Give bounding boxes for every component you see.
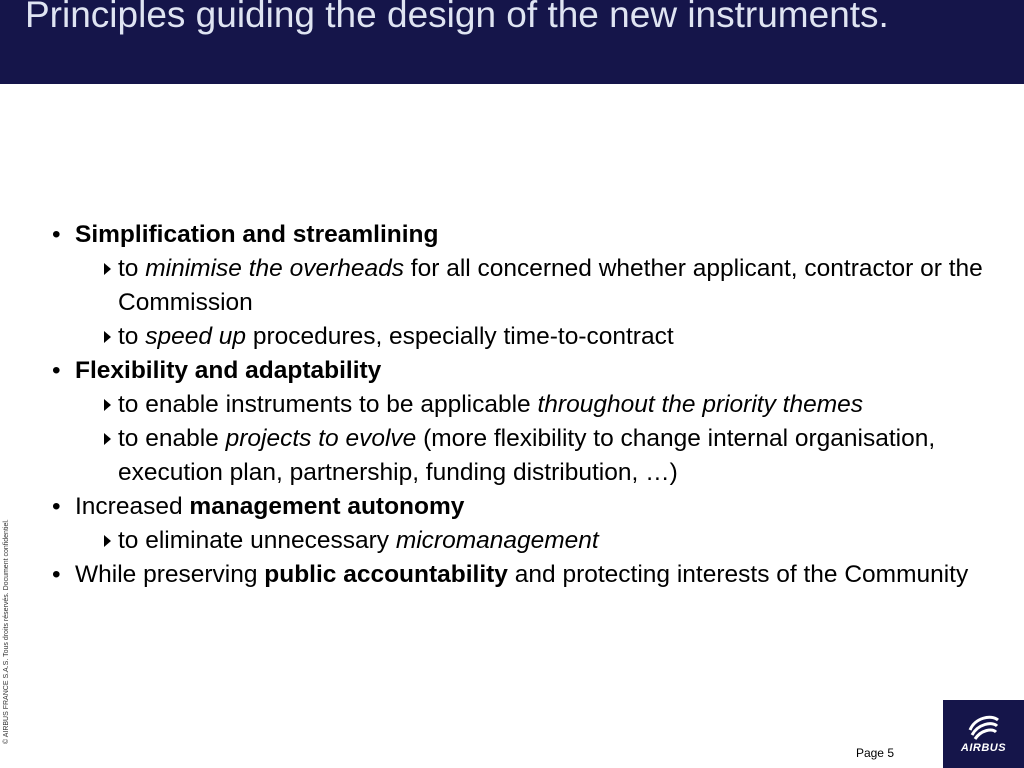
triangle-bullet-icon: [104, 399, 111, 411]
sub-bullet-text: to enable instruments to be applicable: [118, 391, 538, 418]
sub-bullet-text: speed up: [145, 323, 247, 350]
bullet-text: and protecting interests of the Community: [507, 561, 969, 588]
copyright-notice: © AIRBUS FRANCE S.A.S. Tous droits réservés. Document confidentiel.: [3, 519, 10, 744]
bullet-item: [52, 218, 992, 252]
sub-bullet-text: projects to evolve: [225, 425, 417, 452]
bullet-text: Increased: [75, 493, 190, 520]
bullet-text: management autonomy: [189, 493, 465, 520]
sub-bullet-text: to eliminate unnecessary: [118, 527, 396, 554]
slide-content: [52, 218, 992, 592]
sub-bullet-item: [52, 422, 992, 490]
sub-bullet-item: [52, 524, 992, 558]
bullet-text: public accountability: [264, 561, 508, 588]
sub-bullet-text: throughout the priority themes: [537, 391, 863, 418]
triangle-bullet-icon: [104, 331, 111, 343]
bullet-item: [52, 558, 992, 592]
bullet-text: While preserving: [75, 561, 265, 588]
bullet-item: [52, 354, 992, 388]
sub-bullet-text: for all concerned whether applicant, contractor or the Commission: [118, 255, 983, 316]
bullet-text: Simplification and streamlining: [75, 221, 439, 248]
sub-bullet-text: procedures, especially time-to-contract: [246, 323, 674, 350]
sub-bullet-text: (more flexibility to change internal organisation, execution plan, partnership, funding distribution, …): [118, 425, 936, 486]
bullet-text: Flexibility and adaptability: [75, 357, 382, 384]
triangle-bullet-icon: [104, 535, 111, 547]
sub-bullet-text: to enable: [118, 425, 226, 452]
page-number: Page 5: [855, 746, 894, 760]
airbus-swirl-icon: [967, 712, 1001, 742]
slide-title: Principles guiding the design of the new instruments.: [25, 0, 889, 35]
sub-bullet-text: micromanagement: [395, 527, 599, 554]
bullet-dot-icon: •: [52, 357, 61, 384]
triangle-bullet-icon: [104, 433, 111, 445]
bullet-dot-icon: •: [52, 221, 61, 248]
sub-bullet-item: [52, 320, 992, 354]
bullet-item: [52, 490, 992, 524]
sub-bullet-item: [52, 388, 992, 422]
triangle-bullet-icon: [104, 263, 111, 275]
sub-bullet-text: to: [118, 255, 146, 282]
airbus-logo: [943, 700, 1024, 768]
sub-bullet-text: minimise the overheads: [145, 255, 404, 282]
bullet-dot-icon: •: [52, 561, 61, 588]
sub-bullet-item: [52, 252, 992, 320]
sub-bullet-text: to: [118, 323, 146, 350]
title-bar: [0, 0, 1024, 84]
logo-text: AIRBUS: [960, 742, 1007, 754]
bullet-dot-icon: •: [52, 493, 61, 520]
